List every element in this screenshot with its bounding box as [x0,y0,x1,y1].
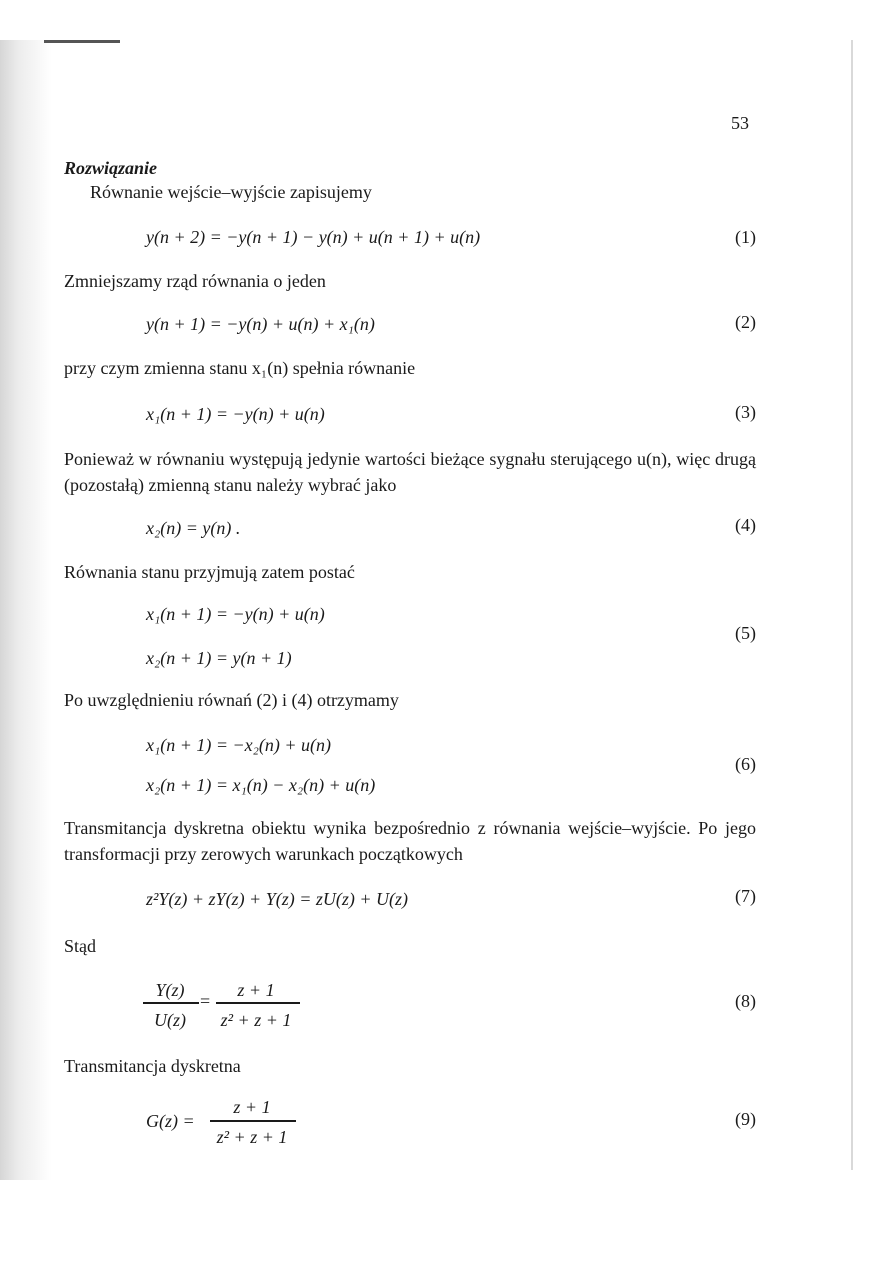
eq8-right-numerator: z + 1 [237,980,275,1000]
equation-1-number: (1) [735,227,756,247]
paragraph-4: Ponieważ w równaniu występują jedynie wartości bieżące sygnału sterującego u(n), więc drugą (pozostałą) zmienną stanu należy wybrać jako [64,449,756,495]
page-number: 53 [731,113,749,133]
paragraph-1: Równanie wejście–wyjście zapisujemy [90,182,372,202]
paragraph-8: Stąd [64,936,97,956]
equation-8-number: (8) [735,991,756,1011]
scan-shadow-left [0,40,52,1180]
scan-shadow-right [851,40,853,1170]
equation-4: x₂(n) = y(n) . [146,518,241,538]
paragraph-5: Równania stanu przyjmują zatem postać [64,562,355,582]
equation-5b: x₂(n + 1) = y(n + 1) [146,648,292,668]
section-heading: Rozwiązanie [64,158,158,178]
top-rule [44,40,120,43]
paragraph-7: Transmitancja dyskretna obiektu wynika bezpośrednio z równania wejście–wyjście. Po jego transformacji przy zerowych warunkach początkowych [64,818,756,864]
eq8-right-denominator: z² + z + 1 [220,1010,292,1030]
eq8-left-denominator: U(z) [154,1010,186,1030]
eq8-right-bar [216,1002,300,1004]
eq9-denominator: z² + z + 1 [216,1127,288,1147]
paragraph-2: Zmniejszamy rząd równania o jeden [64,271,326,291]
equation-2: y(n + 1) = −y(n) + u(n) + x₁(n) [146,314,375,334]
equation-7-number: (7) [735,886,756,906]
paragraph-3: przy czym zmienna stanu x₁(n) spełnia równanie [64,358,416,378]
equation-9-number: (9) [735,1109,756,1129]
equation-3-number: (3) [735,402,756,422]
paragraph-9: Transmitancja dyskretna [64,1056,241,1076]
paragraph-6: Po uwzględnieniu równań (2) i (4) otrzymamy [64,690,399,710]
equation-6b: x₂(n + 1) = x₁(n) − x₂(n) + u(n) [146,775,376,795]
eq9-lhs: G(z) = [146,1111,195,1131]
equation-1: y(n + 2) = −y(n + 1) − y(n) + u(n + 1) + u(n) [146,227,481,247]
equation-4-number: (4) [735,515,756,535]
equation-3: x₁(n + 1) = −y(n) + u(n) [146,404,325,424]
equation-7: z²Y(z) + zY(z) + Y(z) = zU(z) + U(z) [146,889,408,909]
equation-5a: x₁(n + 1) = −y(n) + u(n) [146,604,325,624]
equation-5-number: (5) [735,623,756,643]
eq8-left-numerator: Y(z) [155,980,185,1000]
equation-2-number: (2) [735,312,756,332]
eq8-left-bar [143,1002,199,1004]
eq9-numerator: z + 1 [233,1097,271,1117]
eq9-bar [210,1120,296,1122]
equation-6a: x₁(n + 1) = −x₂(n) + u(n) [146,735,332,755]
equation-6-number: (6) [735,754,756,774]
eq8-equals: = [200,991,211,1011]
